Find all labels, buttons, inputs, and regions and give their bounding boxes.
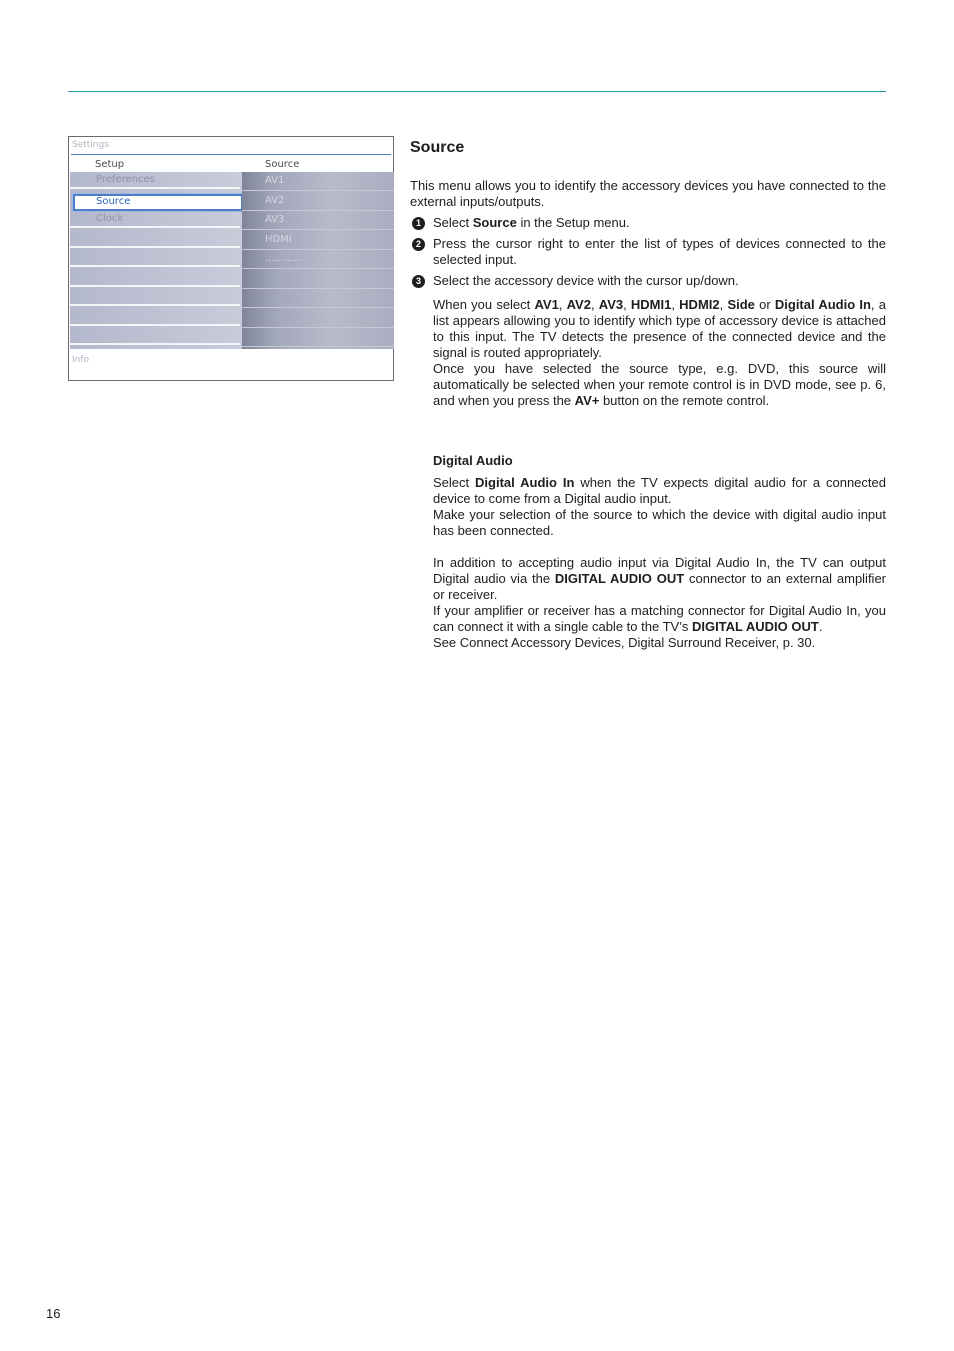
digital-audio-p3: In addition to accepting audio input via Digital Audio In, the TV can output Digital audio via the DIGITAL AUDIO OUT connector to an external amplifier or receiver.: [433, 555, 887, 602]
menu-item[interactable]: [70, 250, 240, 267]
menu-title-rule: [71, 154, 391, 155]
digital-audio-p1: Select Digital Audio In when the TV expects digital audio for a connected device to come from a Digital audio input.: [433, 475, 886, 506]
menu-item[interactable]: [70, 270, 240, 287]
step-number-badge: 1: [412, 217, 425, 230]
once-paragraph: Once you have selected the source type, e.g. DVD, this source will automatically be selected when your remote control is in DVD mode, see p. 6, and when you press the AV+ button on the remote control.: [433, 361, 886, 408]
source-option[interactable]: AV1: [242, 172, 394, 191]
intro-paragraph: This menu allows you to identify the accessory devices you have connected to the external inputs/outputs.: [410, 178, 886, 209]
source-option[interactable]: [242, 328, 394, 347]
tv-settings-menu: [68, 136, 394, 381]
menu-item-selected[interactable]: Source: [73, 194, 243, 211]
header-rule: [68, 91, 886, 92]
digital-audio-p2: Make your selection of the source to which the device with digital audio input has been connected.: [433, 507, 886, 538]
source-option[interactable]: [242, 270, 394, 289]
digital-audio-p5: See Connect Accessory Devices, Digital Surround Receiver, p. 30.: [433, 635, 816, 650]
source-option[interactable]: HDMI: [242, 231, 394, 250]
step-2: 2 Press the cursor right to enter the list of types of devices connected to the selected input.: [410, 236, 886, 268]
menu-title: Settings: [72, 140, 109, 150]
menu-body: [70, 172, 394, 349]
source-option[interactable]: [242, 309, 394, 328]
step-1: 1 Select Source in the Setup menu.: [410, 215, 886, 231]
step-3: 3 Select the accessory device with the cursor up/down.: [410, 273, 886, 289]
menu-item[interactable]: [70, 328, 240, 345]
menu-item[interactable]: Clock: [70, 211, 240, 228]
step-number-badge: 3: [412, 275, 425, 288]
source-option[interactable]: [242, 289, 394, 308]
menu-info-label: Info: [72, 355, 90, 365]
page-number: 16: [46, 1306, 61, 1321]
digital-audio-p4: If your amplifier or receiver has a matching connector for Digital Audio In, you can connect it with a single cable to the TV’s DIGITAL AUDIO OUT.: [433, 603, 886, 634]
digital-audio-heading: Digital Audio: [433, 453, 513, 468]
menu-right-list: [242, 172, 394, 349]
menu-item[interactable]: Preferences: [70, 172, 240, 189]
menu-item[interactable]: [70, 231, 240, 248]
select-paragraph: When you select AV1, AV2, AV3, HDMI1, HDMI2, Side or Digital Audio In, a list appears allowing you to identify which type of accessory device is attached to this input. The TV detects the presence of the connected device and the signal is routed appropriately.: [433, 297, 886, 360]
source-option[interactable]: AV2: [242, 192, 394, 211]
menu-item[interactable]: [70, 289, 240, 306]
section-title: Source: [410, 139, 465, 156]
step-number-badge: 2: [412, 238, 425, 251]
source-section: [410, 138, 886, 651]
source-option[interactable]: ............: [242, 250, 394, 269]
menu-right-header: Source: [265, 159, 300, 170]
menu-item[interactable]: [70, 309, 240, 326]
menu-left-header: Setup: [95, 159, 125, 170]
source-option[interactable]: AV3: [242, 211, 394, 230]
